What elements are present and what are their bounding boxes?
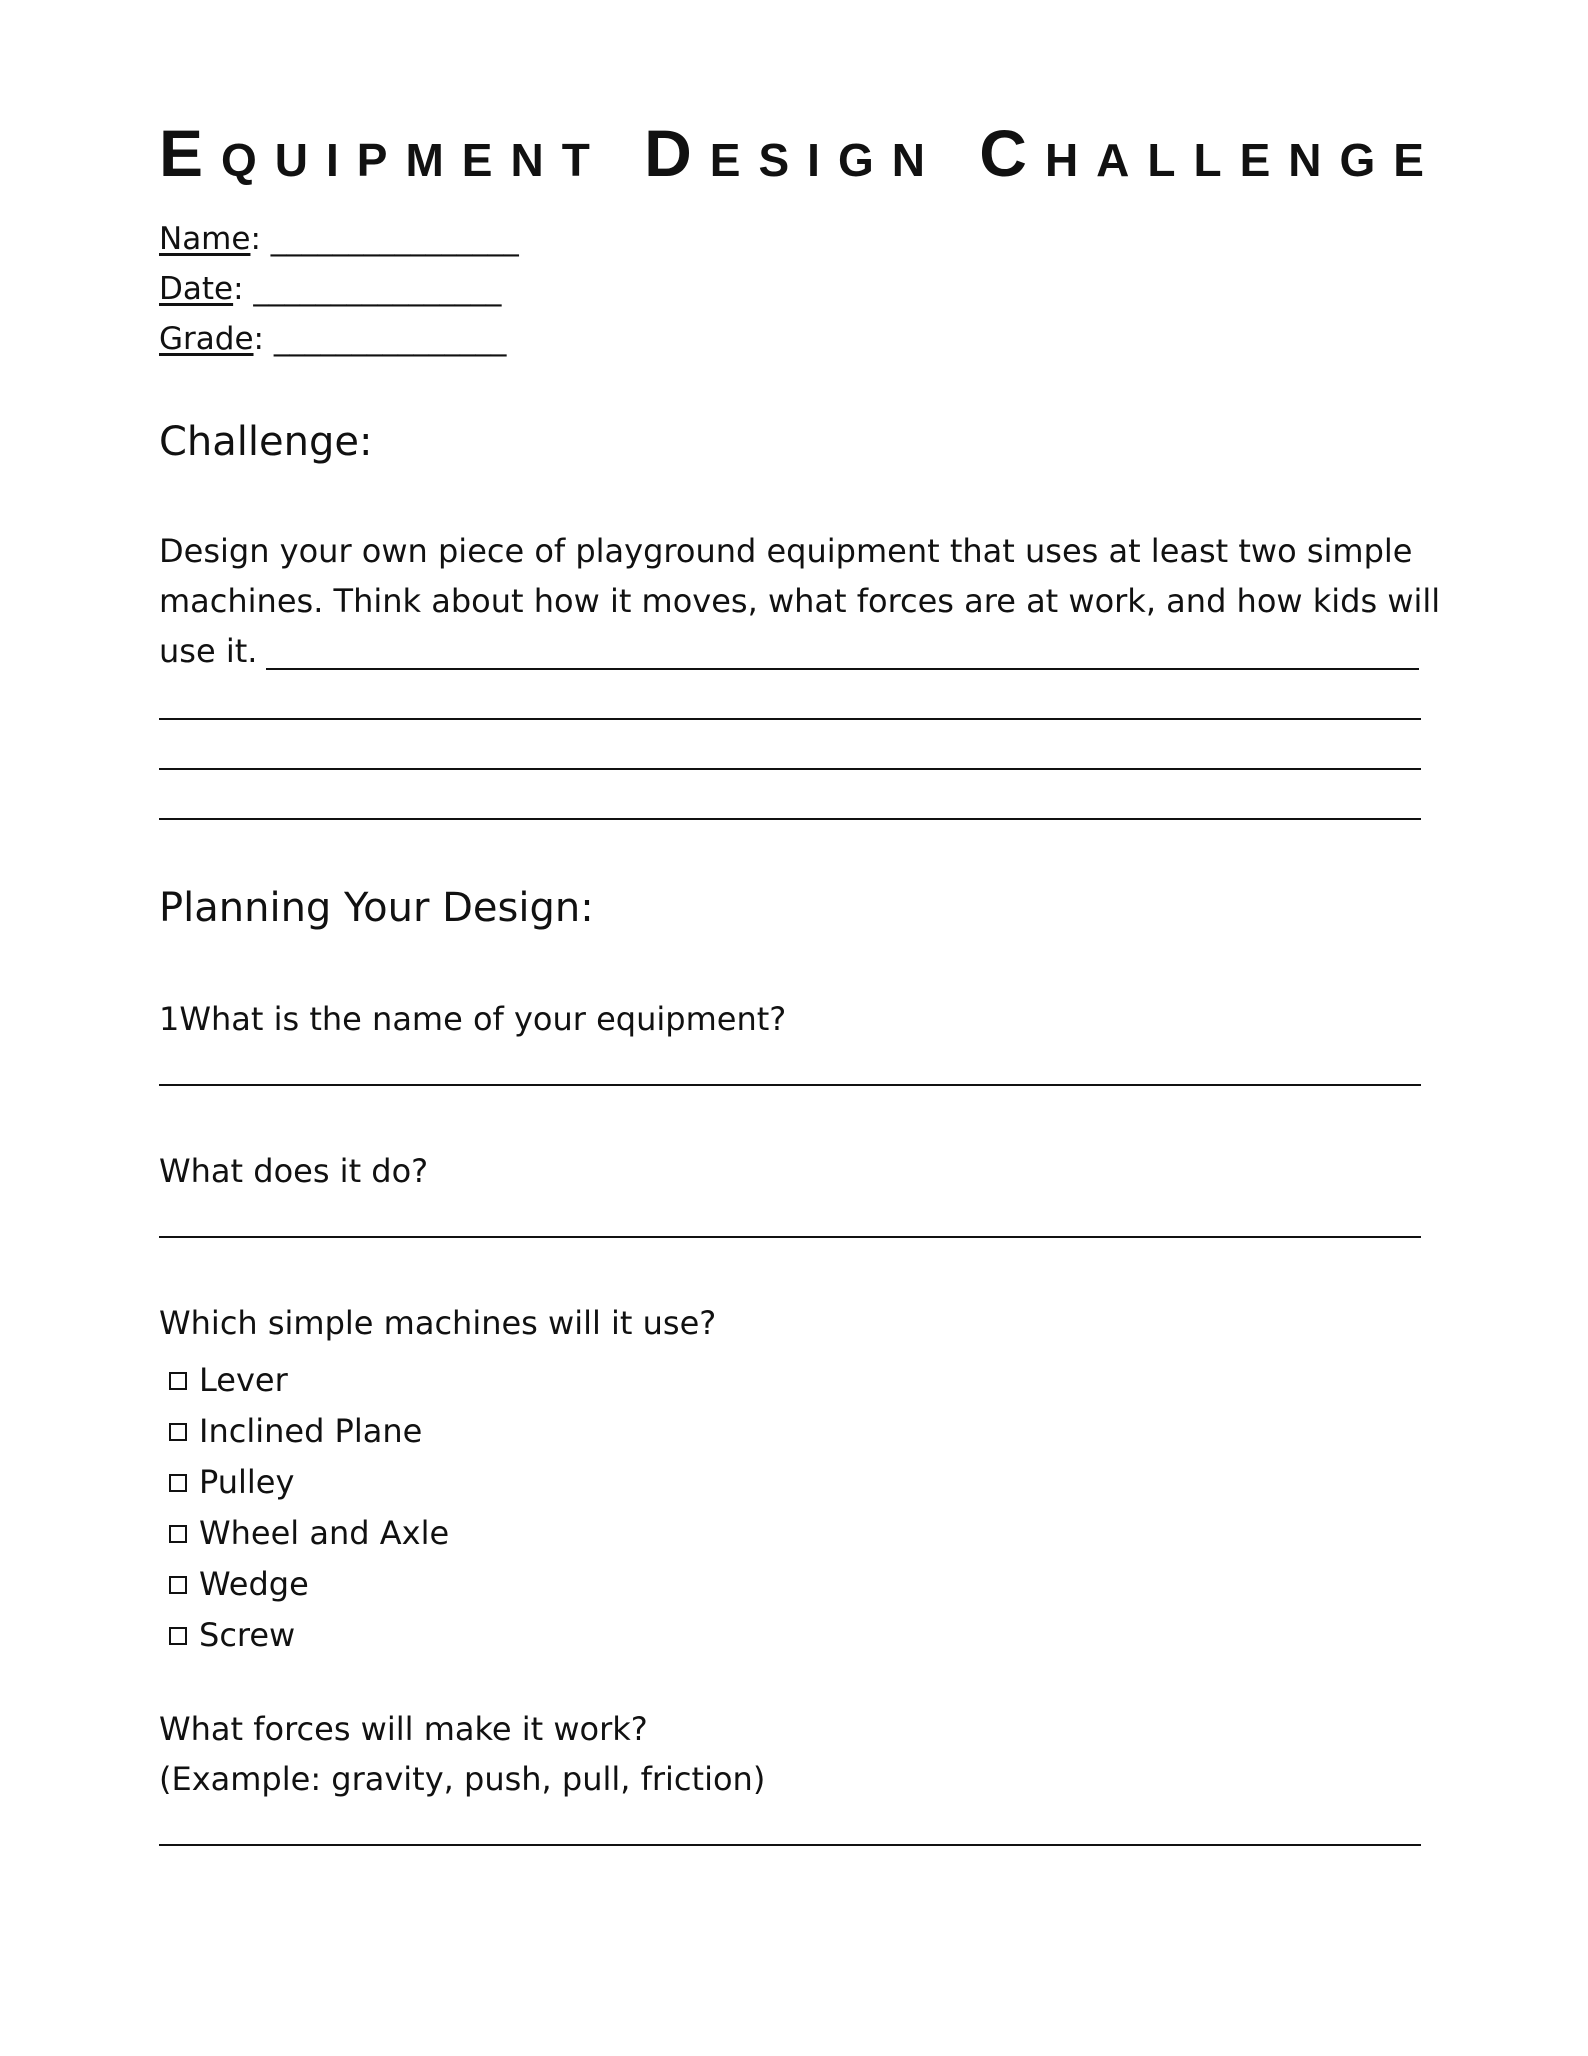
checkbox-icon[interactable]	[169, 1627, 187, 1645]
name-blank[interactable]: : ________________	[250, 221, 519, 257]
option-label: Wedge	[199, 1565, 309, 1603]
challenge-answer-line-3[interactable]	[159, 768, 1421, 770]
name-label: Name	[159, 221, 251, 257]
challenge-answer-line-2[interactable]	[159, 718, 1421, 720]
option-label: Inclined Plane	[199, 1412, 423, 1450]
date-field[interactable]	[159, 264, 501, 314]
forces-example: (Example: gravity, push, pull, friction)	[159, 1760, 766, 1798]
option-label: Wheel and Axle	[199, 1514, 450, 1552]
worksheet-page	[159, 0, 1442, 2056]
date-blank[interactable]: : ________________	[233, 271, 502, 307]
option-inclined-plane[interactable]	[169, 1406, 449, 1457]
grade-blank[interactable]: : _______________	[253, 321, 507, 357]
option-label: Lever	[199, 1361, 288, 1399]
question-forces: What forces will make it work?	[159, 1710, 648, 1748]
grade-field[interactable]	[159, 314, 506, 364]
challenge-line-3: use it.	[159, 632, 258, 670]
date-label: Date	[159, 271, 234, 307]
challenge-answer-line-4[interactable]	[159, 818, 1421, 820]
challenge-answer-line-1[interactable]	[266, 668, 1419, 670]
checkbox-icon[interactable]	[169, 1525, 187, 1543]
page-title: Equipment Design Challenge	[159, 116, 1442, 190]
option-wedge[interactable]	[169, 1559, 449, 1610]
planning-heading: Planning Your Design:	[159, 885, 594, 931]
simple-machines-checklist	[169, 1355, 449, 1661]
name-field[interactable]	[159, 214, 519, 264]
question-equipment-name: 1What is the name of your equipment?	[159, 1000, 787, 1038]
option-label: Screw	[199, 1616, 296, 1654]
option-screw[interactable]	[169, 1610, 449, 1661]
forces-answer-line[interactable]	[159, 1844, 1421, 1846]
question-simple-machines: Which simple machines will it use?	[159, 1304, 717, 1342]
challenge-line-2: machines. Think about how it moves, what forces are at work, and how kids will	[159, 582, 1441, 620]
challenge-description	[159, 526, 1441, 676]
checkbox-icon[interactable]	[169, 1474, 187, 1492]
question-what-it-does: What does it do?	[159, 1152, 429, 1190]
option-wheel-and-axle[interactable]	[169, 1508, 449, 1559]
checkbox-icon[interactable]	[169, 1576, 187, 1594]
option-pulley[interactable]	[169, 1457, 449, 1508]
grade-label: Grade	[159, 321, 254, 357]
checkbox-icon[interactable]	[169, 1372, 187, 1390]
challenge-heading: Challenge:	[159, 419, 373, 465]
checkbox-icon[interactable]	[169, 1423, 187, 1441]
equipment-name-answer-line[interactable]	[159, 1084, 1421, 1086]
challenge-line-1: Design your own piece of playground equipment that uses at least two simple	[159, 532, 1413, 570]
option-lever[interactable]	[169, 1355, 449, 1406]
what-it-does-answer-line[interactable]	[159, 1236, 1421, 1238]
option-label: Pulley	[199, 1463, 295, 1501]
